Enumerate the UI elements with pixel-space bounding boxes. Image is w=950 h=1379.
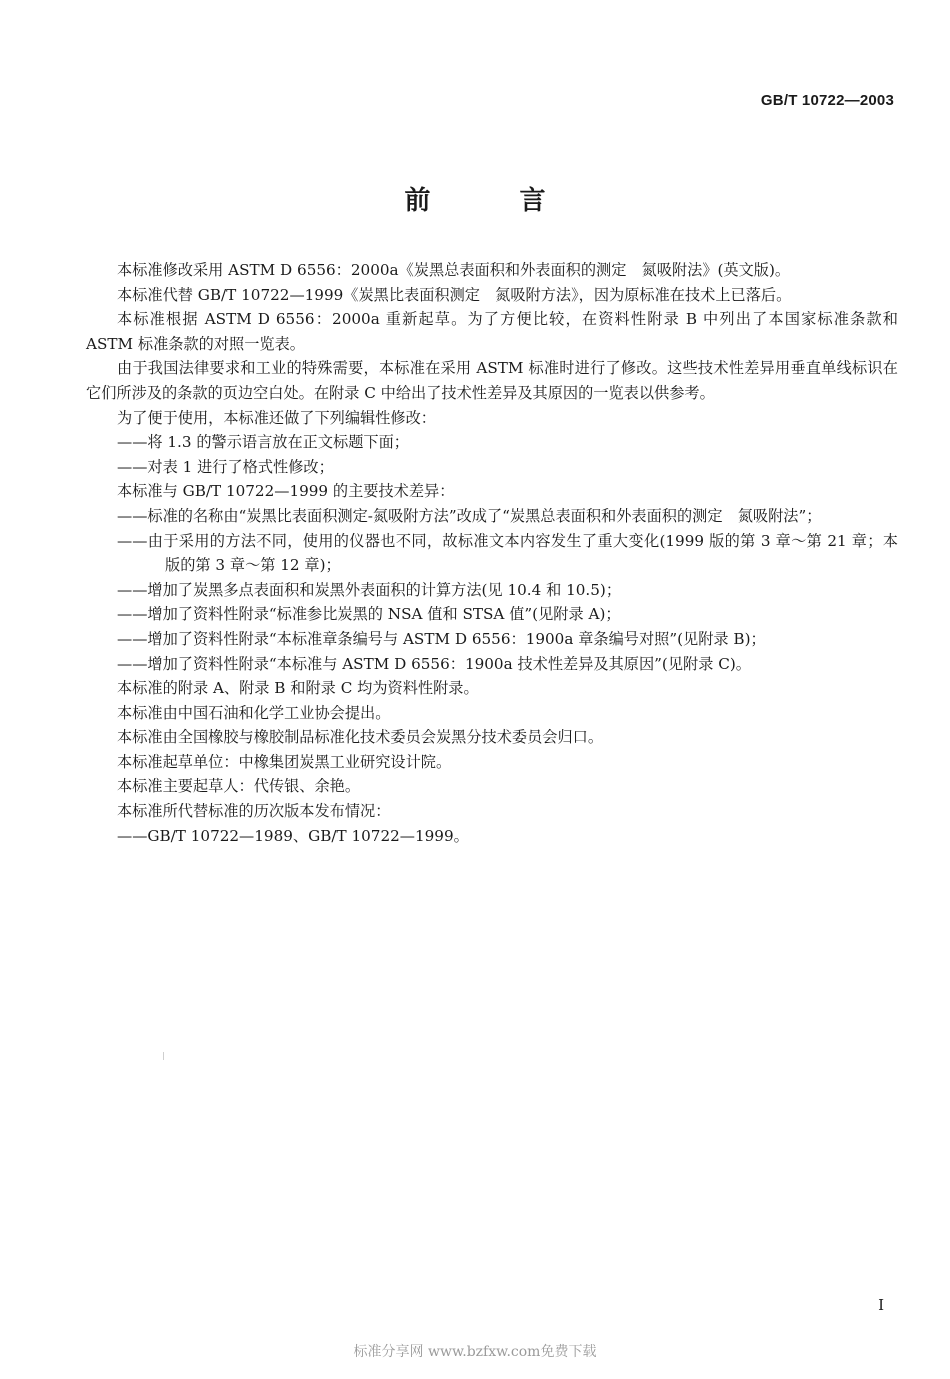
document-body [86,258,898,848]
footer-watermark: 标准分享网 www.bzfxw.com免费下载 [353,1344,597,1360]
dash-list-item: ——对表 1 进行了格式性修改； [117,457,334,476]
paragraph: 本标准与 GB/T 10722—1999 的主要技术差异： [117,482,455,501]
paragraph: 本标准的附录 A、附录 B 和附录 C 均为资料性附录。 [117,679,479,698]
paragraph: 本标准所代替标准的历次版本发布情况： [117,802,391,821]
dash-list-item: ——增加了资料性附录“本标准与 ASTM D 6556：1900a 技术性差异及其原因”(见附录 C)。 [117,654,751,673]
paragraph: 由于我国法律要求和工业的特殊需要，本标准在采用 ASTM 标准时进行了修改。这些技术性差异用垂直单线标识在它们所涉及的条款的页边空白处。在附录 C 中给出了技术性差异及其原因的一览表以供参考。 [86,359,898,402]
page-title: 前 言 [404,186,586,216]
dash-list-item: ——标准的名称由“炭黑比表面积测定-氮吸附方法”改成了“炭黑总表面积和外表面积的测定 氮吸附法”； [117,506,822,525]
paragraph: 本标准由全国橡胶与橡胶制品标准化技术委员会炭黑分技术委员会归口。 [117,728,603,747]
dash-list-item: ——增加了炭黑多点表面积和炭黑外表面积的计算方法(见 10.4 和 10.5)； [117,580,622,599]
dash-list-item: ——增加了资料性附录“标准参比炭黑的 NSA 值和 STSA 值”(见附录 A)； [117,605,621,624]
scan-artifact [163,1052,164,1060]
paragraph: 本标准主要起草人：代传银、余艳。 [117,777,360,796]
standard-code: GB/T 10722—2003 [760,92,894,109]
paragraph: 本标准修改采用 ASTM D 6556：2000a《炭黑总表面积和外表面积的测定 氮吸附法》(英文版)。 [117,261,791,279]
dash-list-item: ——将 1.3 的警示语言放在正文标题下面； [117,433,409,452]
paragraph: 本标准由中国石油和化学工业协会提出。 [117,703,391,722]
paragraph: 为了便于使用，本标准还做了下列编辑性修改： [117,408,436,427]
page-number: I [878,1296,884,1314]
paragraph: 本标准起草单位：中橡集团炭黑工业研究设计院。 [117,752,452,771]
dash-list-item: ——由于采用的方法不同，使用的仪器也不同，故标准文本内容发生了重大变化(1999 版的第 3 章～第 21 章；本版的第 3 章～第 12 章)； [117,531,898,575]
paragraph: 本标准代替 GB/T 10722—1999《炭黑比表面积测定 氮吸附方法》，因为原标准在技术上已落后。 [117,285,792,304]
dash-list-item: ——GB/T 10722—1989、GB/T 10722—1999。 [117,826,469,845]
dash-list-item: ——增加了资料性附录“本标准章条编号与 ASTM D 6556：1900a 章条编号对照”(见附录 B)； [117,629,766,648]
paragraph: 本标准根据 ASTM D 6556：2000a 重新起草。为了方便比较，在资料性附录 B 中列出了本国家标准条款和 ASTM 标准条款的对照一览表。 [86,310,898,353]
